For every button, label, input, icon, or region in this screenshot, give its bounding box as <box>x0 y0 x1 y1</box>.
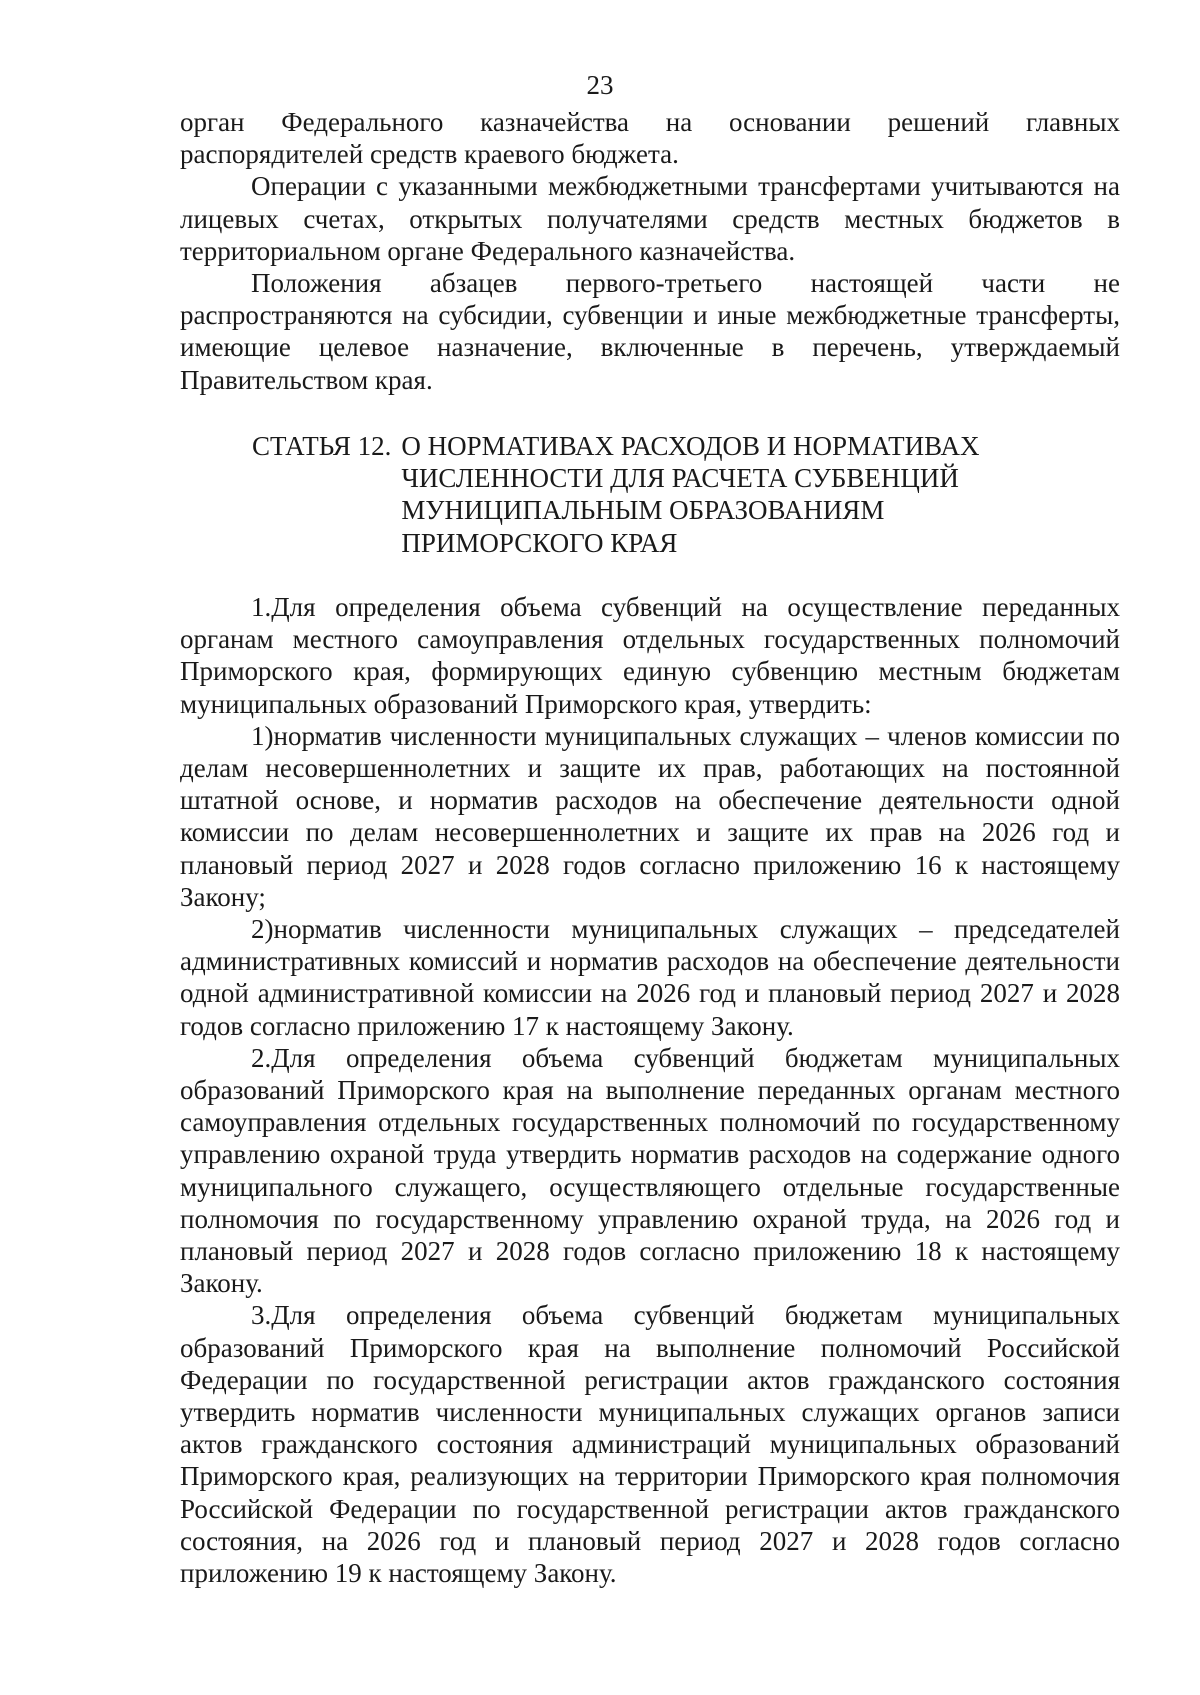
paragraph-clause-3: 3.Для определения объема субвенций бюджетам муниципальных образований Приморского края на выполнение полномочий Российской Федерации по государственной регистрации актов гражданского состояния утвердить норматив численности муниципальных служащих органов записи актов гражданского состояния администраций муниципальных образований Приморского края, реализующих на территории Приморского края полномочия Российской Федерации по государственной регистрации актов гражданского состояния, на 2026 год и плановый период 2027 и 2028 годов согласно приложению 19 к настоящему Закону. <box>180 1300 1120 1589</box>
paragraph-clause-2: 2.Для определения объема субвенций бюджетам муниципальных образований Приморского края на выполнение переданных органам местного самоуправления отдельных государственных полномочий по государственному управлению охраной труда утвердить норматив расходов на содержание одного муниципального служащего, осуществляющего отдельные государственные полномочия по государственному управлению охраной труда, на 2026 год и плановый период 2027 и 2028 годов согласно приложению 18 к настоящему Закону. <box>180 1042 1120 1299</box>
page-number: 23 <box>586 70 614 100</box>
paragraph-subclause-2: 2)норматив численности муниципальных служащих – председателей административных комиссий и норматив расходов на обеспечение деятельности одной административной комиссии на 2026 год и плановый период 2027 и 2028 годов согласно приложению 17 к настоящему Закону. <box>180 914 1120 1041</box>
article-title: О НОРМАТИВАХ РАСХОДОВ И НОРМАТИВАХ ЧИСЛЕННОСТИ ДЛЯ РАСЧЕТА СУБВЕНЦИЙ МУНИЦИПАЛЬНЫМ ОБРАЗОВАНИЯМ ПРИМОРСКОГО КРАЯ <box>401 431 980 558</box>
paragraph-operations: Операции с указанными межбюджетными трансфертами учитываются на лицевых счетах, открытых получателями средств местных бюджетов в территориальном органе Федерального казначейства. <box>180 171 1120 266</box>
article-heading <box>252 430 1112 559</box>
paragraph-continuation: орган Федерального казначейства на основании решений главных распорядителей средств краевого бюджета. <box>180 107 1120 170</box>
paragraph-provisions: Положения абзацев первого-третьего настоящей части не распространяются на субсидии, субвенции и иные межбюджетные трансферты, имеющие целевое назначение, включенные в перечень, утверждаемый Правительством края. <box>180 268 1120 395</box>
continued-text-block <box>180 106 1120 396</box>
article-body <box>180 591 1120 1589</box>
article-label: СТАТЬЯ 12. <box>252 431 392 461</box>
paragraph-subclause-1: 1)норматив численности муниципальных служащих – членов комиссии по делам несовершеннолетних и защите их прав, работающих на постоянной штатной основе, и норматив расходов на обеспечение деятельности одной комиссии по делам несовершеннолетних и защите их прав на 2026 год и плановый период 2027 и 2028 годов согласно приложению 16 к настоящему Закону; <box>180 720 1120 912</box>
paragraph-clause-1: 1.Для определения объема субвенций на осуществление переданных органам местного самоуправления отдельных государственных полномочий Приморского края, формирующих единую субвенцию местным бюджетам муниципальных образований Приморского края, утвердить: <box>180 592 1120 719</box>
